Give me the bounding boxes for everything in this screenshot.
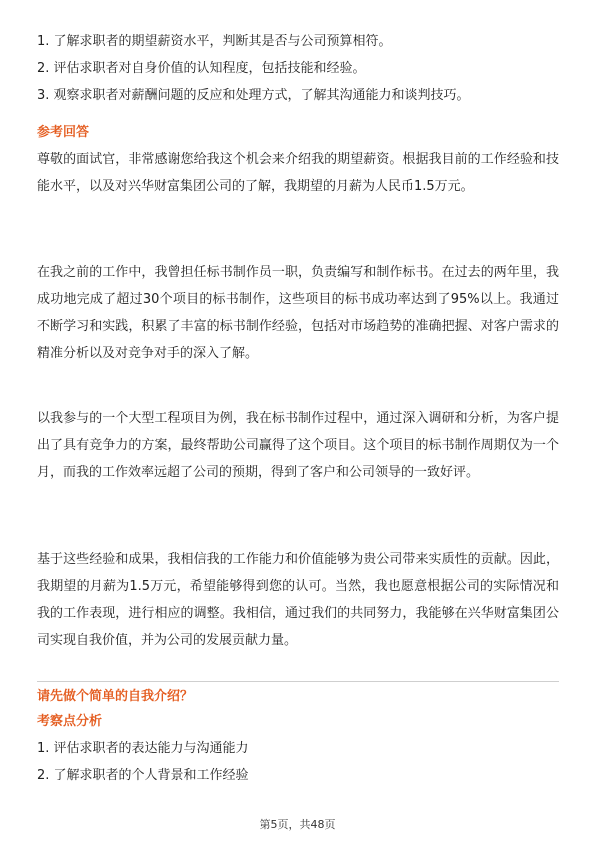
answer-heading: 参考回答 bbox=[37, 125, 90, 140]
answer-paragraph: 基于这些经验和成果，我相信我的工作能力和价值能够为贵公司带来实质性的贡献。因此，我期望的月薪为1.5万元，希望能够得到您的认可。当然，我也愿意根据公司的实际情况和我的工作表现，进行相应的调整。我相信，通过我们的共同努力，我能够在兴华财富集团公司实现自我价值，并为公司的发展贡献力量。 bbox=[37, 552, 559, 648]
list-item: 1. 了解求职者的期望薪资水平，判断其是否与公司预算相符。 bbox=[37, 34, 392, 49]
assessment-points-list bbox=[37, 28, 559, 109]
answer-paragraph: 以我参与的一个大型工程项目为例，我在标书制作过程中，通过深入调研和分析，为客户提出了具有竞争力的方案，最终帮助公司赢得了这个项目。这个项目的标书制作周期仅为一个月，而我的工作效率远超了公司的预期，得到了客户和公司领导的一致好评。 bbox=[37, 411, 559, 480]
list-item: 2. 了解求职者的个人背景和工作经验 bbox=[37, 768, 249, 783]
page-number: 第5页，共48页 bbox=[259, 818, 336, 831]
answer-paragraph: 在我之前的工作中，我曾担任标书制作员一职，负责编写和制作标书。在过去的两年里，我成功地完成了超过30个项目的标书制作，这些项目的标书成功率达到了95%以上。我通过不断学习和实践，积累了丰富的标书制作经验，包括对市场趋势的准确把握、对客户需求的精准分析以及对竞争对手的深入了解。 bbox=[37, 265, 559, 361]
list-item: 2. 评估求职者对自身价值的认知程度，包括技能和经验。 bbox=[37, 61, 366, 76]
analysis-list bbox=[37, 735, 559, 789]
list-item: 3. 观察求职者对薪酬问题的反应和处理方式，了解其沟通能力和谈判技巧。 bbox=[37, 88, 470, 103]
section-divider bbox=[37, 681, 559, 682]
answer-paragraph: 尊敬的面试官，非常感谢您给我这个机会来介绍我的期望薪资。根据我目前的工作经验和技能水平，以及对兴华财富集团公司的了解，我期望的月薪为人民币1.5万元。 bbox=[37, 152, 559, 194]
analysis-heading: 考察点分析 bbox=[37, 714, 103, 729]
question-title: 请先做个简单的自我介绍？ bbox=[37, 689, 194, 704]
list-item: 1. 评估求职者的表达能力与沟通能力 bbox=[37, 741, 249, 756]
